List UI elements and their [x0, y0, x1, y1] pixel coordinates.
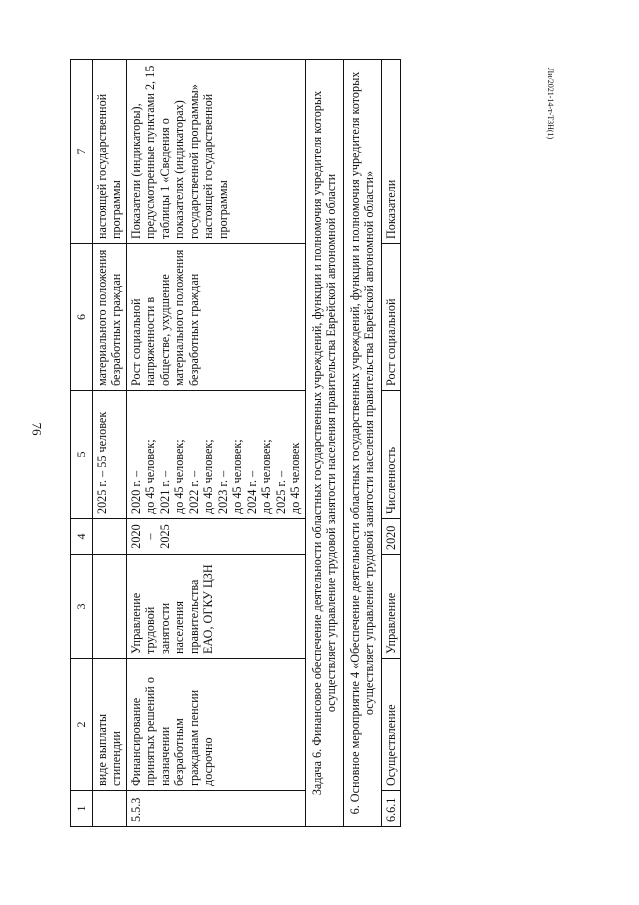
table-row-continuation [92, 60, 126, 827]
table-row-6-6-1 [381, 60, 401, 827]
cell-row-number [381, 791, 401, 827]
column-number: 4 [71, 519, 93, 555]
cell-indicators: настоящей государственной программы [92, 60, 126, 244]
period-dash: – [143, 533, 157, 540]
period-start: 2020 [128, 524, 143, 549]
cell-target-value [381, 391, 401, 519]
page-number: 76 [29, 422, 45, 436]
column-number: 7 [71, 60, 93, 244]
task-6-heading: Задача 6. Финансовое обеспечение деятельности областных государственных учреждений, функции и полномочия учредителя которых осуществляет управление трудовой занятости населения правительства Еврейской автономной области [305, 60, 343, 827]
target-line: 2025 г. – [273, 470, 288, 514]
cell-consequences: материального положения безработных граждан [92, 244, 126, 391]
cell-row-number: 5.5.3 [126, 791, 305, 827]
table-row-5-5-3 [126, 60, 305, 827]
cell-period [126, 519, 305, 555]
cell-measure-name [381, 659, 401, 791]
executor-text: Управление [383, 592, 398, 654]
target-value-text: Численность [383, 446, 398, 514]
period-text: 2020 [383, 525, 398, 550]
rotated-page-content [70, 60, 549, 827]
column-number: 6 [71, 244, 93, 391]
main-measure-6-row [343, 60, 381, 827]
measure-name-text: Осуществление [383, 704, 398, 786]
cell-target-value: 2025 г. – 55 человек [92, 391, 126, 519]
consequences-text: Рост социальной [383, 298, 398, 386]
target-line: до 45 человек; [230, 439, 244, 514]
target-line: до 45 человек; [201, 439, 215, 514]
target-line: 2022 г. – [186, 470, 201, 514]
column-number: 3 [71, 555, 93, 659]
target-line: 2020 г. – [128, 470, 143, 514]
target-line: до 45 человек; [172, 439, 186, 514]
column-number: 5 [71, 391, 93, 519]
cell-measure-name: Финансирование принятых решений о назначении безработным гражданам пенсии досрочно [126, 659, 305, 791]
column-number-row [71, 60, 93, 827]
cell-empty [92, 555, 126, 659]
cell-measure-name: виде выплаты стипендии [92, 659, 126, 791]
target-line: 2024 г. – [244, 470, 259, 514]
cell-empty [92, 519, 126, 555]
column-number: 2 [71, 659, 93, 791]
cell-executor: Управление трудовой занятости населения правительства ЕАО, ОГКУ ЦЗН [126, 555, 305, 659]
indicators-text: Показатели [383, 179, 398, 239]
target-line: до 45 человек; [259, 439, 273, 514]
cell-indicators [381, 60, 401, 244]
cell-consequences: Рост социальной напряженности в обществе, ухудшение материального положения безработных граждан [126, 244, 305, 391]
column-number: 1 [71, 791, 93, 827]
cell-executor [381, 555, 401, 659]
cell-target-value [126, 391, 305, 519]
period-end: 2025 [157, 524, 172, 549]
main-measure-6-heading: 6. Основное мероприятие 4 «Обеспечение деятельности областных государственных учреждений, функции и полномочия учредителя которых осуществляет управление трудовой занятости населения правительства Еврейской автономной области» [343, 60, 381, 827]
document-code: Ли/2021-14-т-ТЗН(1) [546, 67, 556, 140]
cell-consequences [381, 244, 401, 391]
task-6-row [305, 60, 343, 827]
row-number-text: 6.6.1 [383, 797, 398, 822]
cell-indicators: Показатели (индикаторы), предусмотренные пунктами 2, 15 таблицы 1 «Сведения о показателях (индикаторах) государственной программы» настоящей государственной программы [126, 60, 305, 244]
target-line: 2021 г. – [157, 470, 172, 514]
target-line: 2023 г. – [215, 470, 230, 514]
target-line: до 45 человек; [143, 439, 157, 514]
program-measures-table [70, 59, 401, 827]
cell-period [381, 519, 401, 555]
target-line: до 45 человек [288, 442, 302, 514]
cell-empty [92, 791, 126, 827]
